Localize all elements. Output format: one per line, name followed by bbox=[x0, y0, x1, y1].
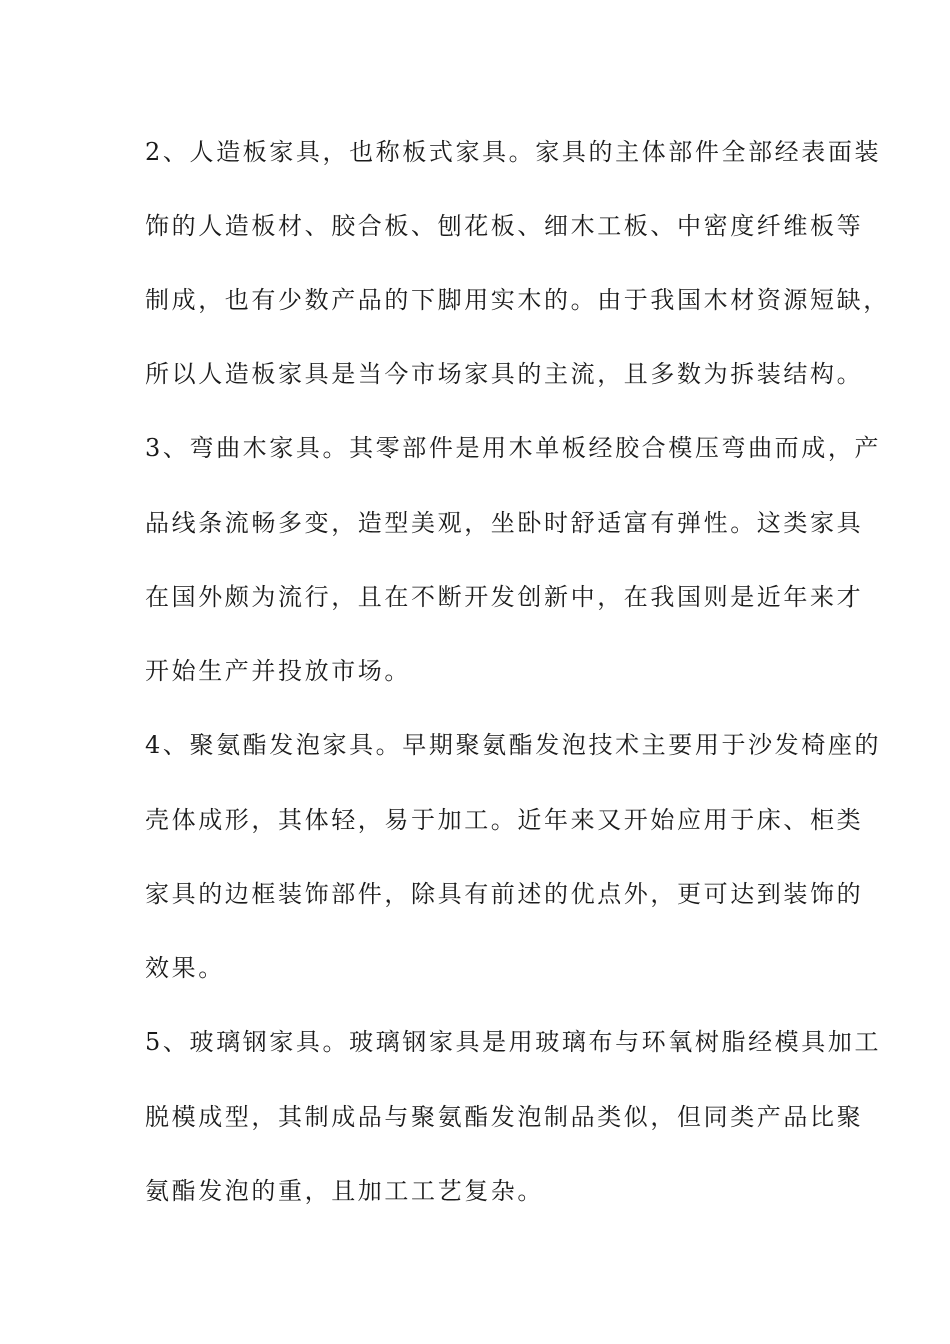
paragraph-line: 脱模成型，其制成品与聚氨酯发泡制品类似，但同类产品比聚 bbox=[145, 1103, 864, 1131]
paragraph-line: 壳体成形，其体轻，易于加工。近年来又开始应用于床、柜类 bbox=[145, 806, 864, 834]
paragraph-line: 家具的边框装饰部件，除具有前述的优点外，更可达到装饰的 bbox=[145, 880, 864, 908]
paragraph-line: 品线条流畅多变，造型美观，坐卧时舒适富有弹性。这类家具 bbox=[145, 509, 864, 537]
paragraph-line: 效果。 bbox=[145, 954, 225, 982]
paragraph-line: 4、聚氨酯发泡家具。早期聚氨酯发泡技术主要用于沙发椅座的 bbox=[145, 731, 882, 759]
paragraph-line: 所以人造板家具是当今市场家具的主流，且多数为拆装结构。 bbox=[145, 360, 864, 388]
paragraph-line: 5、玻璃钢家具。玻璃钢家具是用玻璃布与环氧树脂经模具加工 bbox=[145, 1028, 882, 1056]
paragraph-line: 在国外颇为流行，且在不断开发创新中，在我国则是近年来才 bbox=[145, 583, 864, 611]
paragraph-line: 制成，也有少数产品的下脚用实木的。由于我国木材资源短缺， bbox=[145, 286, 890, 314]
paragraph-line: 开始生产并投放市场。 bbox=[145, 657, 411, 685]
paragraph-line: 氨酯发泡的重，且加工工艺复杂。 bbox=[145, 1177, 544, 1205]
paragraph-line: 2、人造板家具，也称板式家具。家具的主体部件全部经表面装 bbox=[145, 138, 882, 166]
paragraph-line: 饰的人造板材、胶合板、刨花板、细木工板、中密度纤维板等 bbox=[145, 212, 864, 240]
paragraph-line: 3、弯曲木家具。其零部件是用木单板经胶合模压弯曲而成，产 bbox=[145, 434, 882, 462]
